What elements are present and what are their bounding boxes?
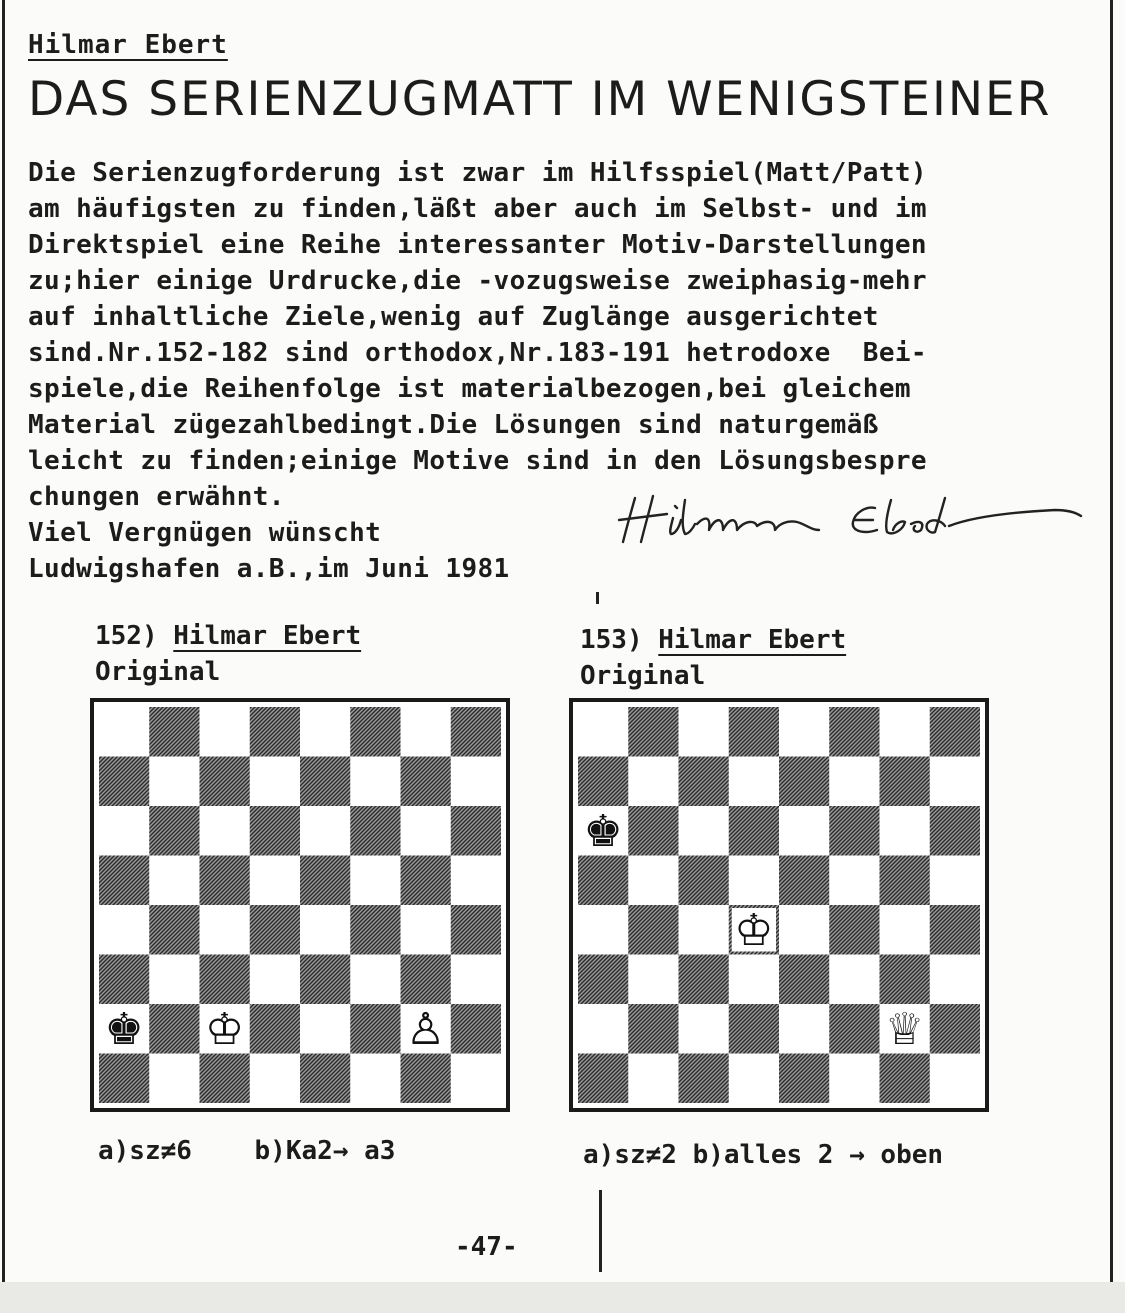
board-grid-152 <box>99 707 501 1103</box>
dark-square <box>779 856 829 906</box>
problem-status: Original <box>580 661 706 691</box>
dark-square <box>250 806 300 856</box>
dark-square <box>779 1054 829 1104</box>
problem-number: 152) <box>95 621 158 651</box>
dark-square <box>300 1054 350 1104</box>
dark-square <box>578 757 628 807</box>
intro-line: chungen erwähnt. <box>28 482 285 512</box>
dark-square <box>250 1004 300 1054</box>
problem-153-condition: a)sz≠2 b)alles 2 → oben <box>583 1140 944 1170</box>
dark-square <box>401 856 451 906</box>
dark-square <box>149 806 199 856</box>
white-king-icon: ♔ <box>204 1003 245 1055</box>
article-author: Hilmar Ebert <box>28 30 228 60</box>
dark-square <box>679 955 729 1005</box>
dark-square <box>149 905 199 955</box>
problem-status: Original <box>95 657 221 687</box>
dark-square <box>99 955 149 1005</box>
intro-line: Ludwigshafen a.B.,im Juni 1981 <box>28 554 510 584</box>
intro-line: sind.Nr.152-182 sind orthodox,Nr.183-191 hetrodoxe Bei- <box>28 338 927 368</box>
dark-square <box>401 1054 451 1104</box>
dark-square <box>200 856 250 906</box>
dark-square <box>779 757 829 807</box>
white-king-icon: ♔ <box>734 904 774 956</box>
dark-square <box>880 757 930 807</box>
dark-square <box>930 707 980 757</box>
problem-152-condition: a)sz≠6 b)Ka2→ a3 <box>98 1136 396 1166</box>
intro-line: Material zügezahlbedingt.Die Lösungen sind naturgemäß <box>28 410 879 440</box>
dark-square <box>729 707 779 757</box>
dark-square <box>930 1004 980 1054</box>
dark-square <box>250 707 300 757</box>
intro-line: am häufigsten zu finden,läßt aber auch im Selbst- und im <box>28 194 927 224</box>
page-number: -47- <box>455 1232 518 1262</box>
black-king-icon: ♚ <box>104 1003 144 1055</box>
dark-square <box>350 905 400 955</box>
dark-square <box>300 955 350 1005</box>
dark-square <box>930 905 980 955</box>
problem-152-header <box>95 618 361 690</box>
dark-square <box>679 1054 729 1104</box>
dark-square <box>578 955 628 1005</box>
intro-line: auf inhaltliche Ziele,wenig auf Zuglänge ausgerichtet <box>28 302 879 332</box>
problem-153-header <box>580 622 846 694</box>
white-pawn-icon: ♙ <box>405 1003 446 1055</box>
dark-square <box>829 806 879 856</box>
left-margin-line <box>2 0 5 1282</box>
dark-square <box>451 707 501 757</box>
dark-square <box>200 955 250 1005</box>
dark-square <box>578 856 628 906</box>
dark-square <box>200 1054 250 1104</box>
dark-square <box>628 1004 678 1054</box>
dark-square <box>679 856 729 906</box>
dark-square <box>401 955 451 1005</box>
handwritten-signature <box>615 490 1085 550</box>
dark-square <box>829 707 879 757</box>
dark-square <box>401 757 451 807</box>
dark-square <box>200 757 250 807</box>
dark-square <box>930 806 980 856</box>
dark-square <box>99 856 149 906</box>
intro-line: spiele,die Reihenfolge ist materialbezogen,bei gleichem <box>28 374 911 404</box>
dark-square <box>99 757 149 807</box>
dark-square <box>880 856 930 906</box>
intro-line: leicht zu finden;einige Motive sind in den Lösungsbespre <box>28 446 927 476</box>
intro-line: zu;hier einige Urdrucke,die -vozugsweise zweiphasig-mehr <box>28 266 927 296</box>
board-grid-153 <box>578 707 980 1103</box>
dark-square <box>350 806 400 856</box>
dark-square <box>679 757 729 807</box>
dark-square <box>250 905 300 955</box>
dark-square <box>628 806 678 856</box>
dark-square <box>628 905 678 955</box>
article-title: DAS SERIENZUGMATT IM WENIGSTEINER <box>28 72 1052 127</box>
dark-square <box>829 1004 879 1054</box>
dark-square <box>300 856 350 906</box>
dark-square <box>350 707 400 757</box>
dark-square <box>350 1004 400 1054</box>
dark-square <box>880 955 930 1005</box>
dark-square <box>451 806 501 856</box>
intro-line: Viel Vergnügen wünscht <box>28 518 382 548</box>
dark-square <box>99 1054 149 1104</box>
dark-square <box>149 707 199 757</box>
problem-author: Hilmar Ebert <box>173 621 362 651</box>
chessboard-153 <box>569 698 989 1112</box>
dark-square <box>300 757 350 807</box>
dark-square <box>149 1004 199 1054</box>
black-king-icon: ♚ <box>583 805 623 857</box>
scan-bottom-edge <box>0 1282 1125 1313</box>
white-queen-icon: ♕ <box>884 1003 925 1055</box>
dark-square <box>880 1054 930 1104</box>
center-divider-line <box>599 1190 602 1272</box>
right-margin-line <box>1110 0 1113 1282</box>
dark-square <box>779 955 829 1005</box>
intro-line: Die Serienzugforderung ist zwar im Hilfsspiel(Matt/Patt) <box>28 158 927 188</box>
chessboard-152 <box>90 698 510 1112</box>
problem-author: Hilmar Ebert <box>658 625 847 655</box>
dark-square <box>829 905 879 955</box>
dark-square <box>729 806 779 856</box>
dark-square <box>628 707 678 757</box>
dark-square <box>578 1054 628 1104</box>
dark-square <box>451 905 501 955</box>
center-tick-mark <box>596 592 599 604</box>
problem-number: 153) <box>580 625 643 655</box>
dark-square <box>729 1004 779 1054</box>
intro-line: Direktspiel eine Reihe interessanter Motiv-Darstellungen <box>28 230 927 260</box>
dark-square <box>451 1004 501 1054</box>
